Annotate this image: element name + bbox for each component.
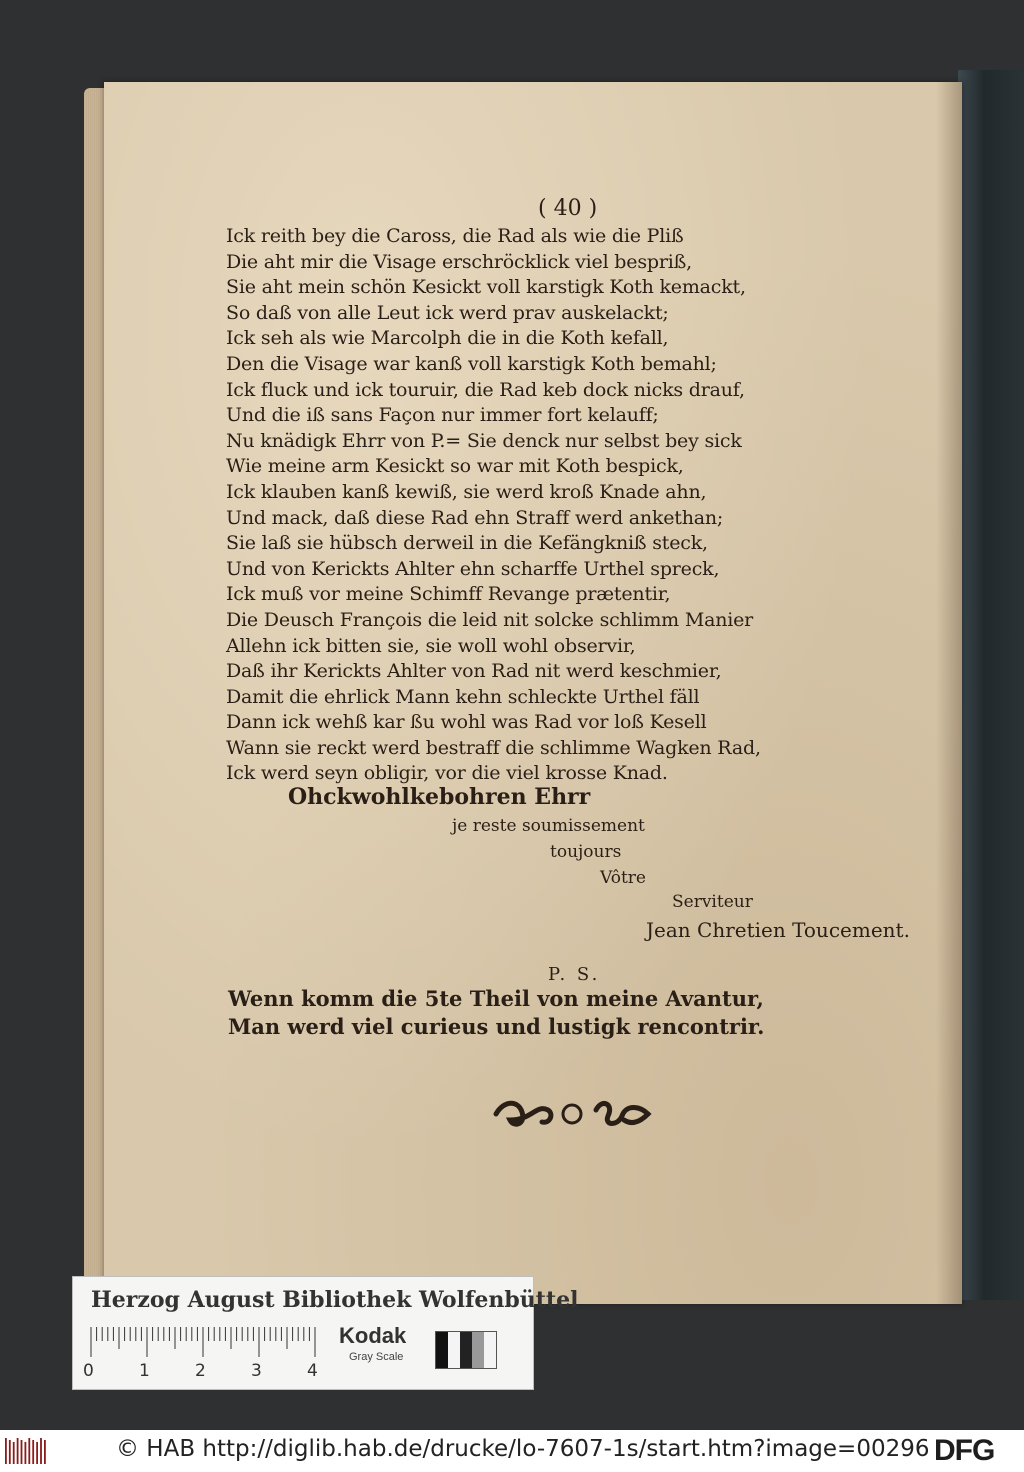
ruler-scale — [87, 1325, 327, 1359]
ornament-icon — [492, 1094, 652, 1134]
poem-line: Und mack, daß diese Rad ehn Straff werd ankethan; — [226, 506, 724, 529]
poem-line: Wann sie reckt werd bestraff die schlimme Wagken Rad, — [226, 736, 761, 759]
poem-line: Und die iß sans Façon nur immer fort kelauff; — [226, 404, 659, 427]
kodak-logo: Kodak — [339, 1323, 407, 1348]
poem-line: Wie meine arm Kesickt so war mit Koth bespick, — [226, 455, 684, 478]
postscript-label: P. S. — [548, 964, 601, 985]
book-cover-edge — [958, 70, 1024, 1300]
signature-line: Vôtre — [600, 868, 646, 888]
ruler-number: 4 — [307, 1361, 318, 1381]
institution-label-card — [72, 1276, 579, 1390]
postscript-line: Wenn komm die 5te Theil von meine Avantur, — [228, 986, 764, 1011]
poem-line: Die Deusch François die leid nit solcke schlimm Manier — [226, 608, 754, 631]
signature-line: Serviteur — [672, 892, 753, 912]
poem-line: Daß ihr Kerickts Ahlter von Rad nit werd keschmier, — [226, 660, 722, 683]
poem-line: Und von Kerickts Ahlter ehn scharffe Urthel spreck, — [226, 557, 720, 580]
poem-line: Die aht mir die Visage erschröcklick viel bespriß, — [226, 250, 692, 273]
poem-line: Damit die ehrlick Mann kehn schleckte Urthel fäll — [226, 685, 700, 708]
ruler-number: 1 — [139, 1361, 150, 1381]
poem-line: Allehn ick bitten sie, sie woll wohl observir, — [226, 634, 636, 657]
signature-line: toujours — [550, 842, 622, 862]
signature-name: Jean Chretien Toucement. — [646, 918, 910, 942]
poem-line: Sie aht mein schön Kesickt voll karstigk Koth kemackt, — [226, 276, 746, 299]
page-number: ( 40 ) — [538, 196, 598, 221]
copyright-link[interactable]: © HAB http://diglib.hab.de/drucke/lo-7607-1s/start.htm?image=00296 — [116, 1436, 930, 1462]
ruler-number: 0 — [83, 1361, 94, 1381]
postscript-line: Man werd viel curieus und lustigk rencontrir. — [228, 1014, 765, 1039]
hab-logo-icon — [4, 1436, 48, 1466]
salutation: Ohckwohlkebohren Ehrr — [288, 784, 591, 810]
footer-bar — [0, 1430, 1024, 1472]
signature-line: je reste soumissement — [452, 816, 645, 836]
poem-line: Ick klauben kanß kewiß, sie werd kroß Knade ahn, — [226, 480, 707, 503]
gray-scale-swatch — [435, 1331, 497, 1369]
dfg-logo: DFG — [934, 1434, 995, 1467]
poem-line: Ick seh als wie Marcolph die in die Koth kefall, — [226, 327, 669, 350]
poem-line: Ick muß vor meine Schimff Revange prætentir, — [226, 583, 671, 606]
poem-line: Nu knädigk Ehrr von P.= Sie denck nur selbst bey sick — [226, 429, 742, 452]
ruler-number: 3 — [251, 1361, 262, 1381]
ruler-number: 2 — [195, 1361, 206, 1381]
institution-name: Herzog August Bibliothek Wolfenbüttel — [91, 1287, 579, 1313]
poem-line: Dann ick wehß kar ßu wohl was Rad vor loß Kesell — [226, 711, 707, 734]
gray-scale-label: Gray Scale — [349, 1351, 404, 1363]
poem-line: Sie laß sie hübsch derweil in die Kefängkniß steck, — [226, 532, 708, 555]
poem-line: Ick fluck und ick touruir, die Rad keb dock nicks drauf, — [226, 378, 745, 401]
poem-line: Den die Visage war kanß voll karstigk Koth bemahl; — [226, 352, 717, 375]
poem-line: Ick reith bey die Caross, die Rad als wie die Pliß — [226, 225, 684, 247]
poem-text — [226, 224, 946, 787]
poem-line: So daß von alle Leut ick werd prav auskelackt; — [226, 301, 669, 324]
poem-line: Ick werd seyn obligir, vor die viel krosse Knad. — [226, 762, 668, 785]
ruler-numbers — [83, 1361, 343, 1383]
